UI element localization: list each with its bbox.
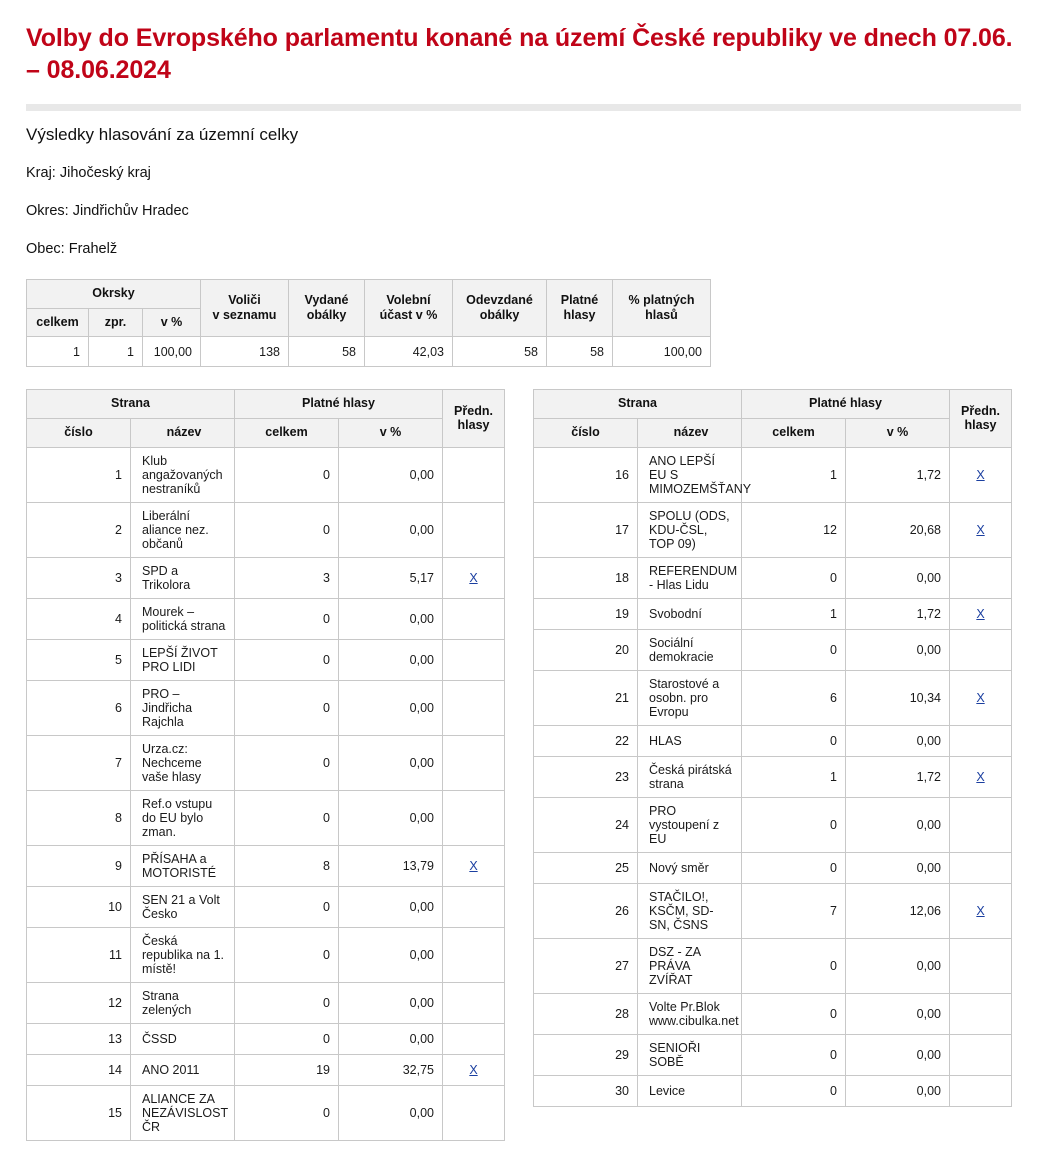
results-subtitle: Výsledky hlasování za územní celky — [26, 125, 299, 144]
preferential-votes-cell — [950, 993, 1012, 1034]
preferential-votes-cell[interactable] — [950, 756, 1012, 797]
table-row — [534, 1075, 1012, 1106]
table-row — [534, 883, 1012, 938]
party-name: Strana zelených — [131, 982, 235, 1023]
party-votes-total: 0 — [742, 557, 846, 598]
preferential-votes-cell — [443, 680, 505, 735]
preferential-votes-cell — [443, 639, 505, 680]
party-name: Sociální demokracie — [638, 629, 742, 670]
table-row — [27, 1085, 505, 1140]
party-number: 4 — [27, 598, 131, 639]
party-name: Svobodní — [638, 598, 742, 629]
party-left-header-predn — [443, 390, 505, 447]
header-divider — [26, 104, 1021, 111]
summary-header-vydane — [289, 280, 365, 337]
party-votes-total: 7 — [742, 883, 846, 938]
summary-header-odevzdane-line2: obálky — [479, 308, 520, 323]
party-name: Levice — [638, 1075, 742, 1106]
party-right-header-celkem: celkem — [742, 418, 846, 447]
table-row — [534, 797, 1012, 852]
party-number: 11 — [27, 927, 131, 982]
party-name: DSZ - ZA PRÁVA ZVÍŘAT — [638, 938, 742, 993]
party-votes-percent: 0,00 — [339, 790, 443, 845]
party-number: 28 — [534, 993, 638, 1034]
party-votes-total: 0 — [235, 680, 339, 735]
party-name: Nový směr — [638, 852, 742, 883]
preferential-votes-cell — [950, 938, 1012, 993]
preferential-votes-cell — [443, 1085, 505, 1140]
party-number: 18 — [534, 557, 638, 598]
preferential-votes-cell — [443, 502, 505, 557]
preferential-votes-link[interactable]: X — [976, 690, 985, 705]
summary-header-okrsky-zpr: zpr. — [89, 308, 143, 337]
party-votes-percent: 1,72 — [846, 756, 950, 797]
party-name: SPD a Trikolora — [131, 557, 235, 598]
summary-header-platnych-line1: % platných — [628, 293, 695, 308]
preferential-votes-cell[interactable] — [443, 557, 505, 598]
party-votes-percent: 0,00 — [339, 982, 443, 1023]
party-votes-percent: 0,00 — [339, 886, 443, 927]
party-name: Volte Pr.Blok www.cibulka.net — [638, 993, 742, 1034]
party-right-header-strana: Strana — [534, 390, 742, 419]
summary-header-platne — [547, 280, 613, 337]
table-row — [27, 735, 505, 790]
table-row — [27, 790, 505, 845]
party-right-body — [534, 447, 1012, 1106]
preferential-votes-cell[interactable] — [950, 502, 1012, 557]
summary-header-ucast-line2: účast v % — [379, 308, 438, 323]
party-votes-total: 8 — [235, 845, 339, 886]
preferential-votes-cell — [443, 598, 505, 639]
party-votes-percent: 0,00 — [846, 993, 950, 1034]
summary-header-vydane-line2: obálky — [306, 308, 347, 323]
preferential-votes-link[interactable]: X — [976, 467, 985, 482]
party-votes-percent: 1,72 — [846, 598, 950, 629]
preferential-votes-cell — [443, 790, 505, 845]
party-votes-percent: 0,00 — [846, 852, 950, 883]
party-number: 14 — [27, 1054, 131, 1085]
party-left-header-predn-line2: hlasy — [457, 418, 490, 433]
party-name: Česká pirátská strana — [638, 756, 742, 797]
party-name: SEN 21 a Volt Česko — [131, 886, 235, 927]
party-number: 19 — [534, 598, 638, 629]
party-number: 3 — [27, 557, 131, 598]
summary-okrsky-celkem: 1 — [27, 337, 89, 367]
party-results-table-left — [26, 389, 505, 1140]
party-votes-percent: 32,75 — [339, 1054, 443, 1085]
party-name: SENIOŘI SOBĚ — [638, 1034, 742, 1075]
region-line: Kraj: Jihočeský kraj — [26, 165, 151, 181]
party-name: REFERENDUM - Hlas Lidu — [638, 557, 742, 598]
table-row — [27, 598, 505, 639]
turnout-summary-table — [26, 279, 711, 367]
party-name: Liberální aliance nez. občanů — [131, 502, 235, 557]
table-row — [534, 725, 1012, 756]
table-row — [534, 670, 1012, 725]
party-right-header-platne-hlasy: Platné hlasy — [742, 390, 950, 419]
party-number: 30 — [534, 1075, 638, 1106]
preferential-votes-link[interactable]: X — [469, 1062, 478, 1077]
party-votes-percent: 0,00 — [339, 1085, 443, 1140]
party-votes-percent: 0,00 — [339, 1023, 443, 1054]
summary-header-volici-line2: v seznamu — [212, 308, 277, 323]
preferential-votes-cell[interactable] — [950, 447, 1012, 502]
party-right-header-cislo: číslo — [534, 418, 638, 447]
party-name: SPOLU (ODS, KDU-ČSL, TOP 09) — [638, 502, 742, 557]
summary-header-platnych-line2: hlasů — [645, 308, 678, 323]
party-votes-percent: 0,00 — [339, 680, 443, 735]
page-title: Volby do Evropského parlamentu konané na území České republiky ve dnech 07.06. – 08.06.2024 — [26, 24, 1013, 84]
party-name: Klub angažovaných nestraníků — [131, 447, 235, 502]
party-results-container — [26, 389, 1021, 1140]
summary-header-okrsky: Okrsky — [27, 280, 201, 309]
party-number: 15 — [27, 1085, 131, 1140]
party-votes-percent: 0,00 — [846, 1075, 950, 1106]
table-row — [534, 756, 1012, 797]
party-right-header-row-2 — [534, 418, 1012, 447]
preferential-votes-cell[interactable] — [950, 670, 1012, 725]
summary-platnych-proc: 100,00 — [613, 337, 711, 367]
preferential-votes-link[interactable]: X — [976, 522, 985, 537]
party-votes-total: 0 — [235, 502, 339, 557]
table-row — [27, 886, 505, 927]
party-votes-total: 0 — [235, 982, 339, 1023]
party-votes-percent: 12,06 — [846, 883, 950, 938]
party-number: 29 — [534, 1034, 638, 1075]
table-row — [534, 502, 1012, 557]
party-number: 9 — [27, 845, 131, 886]
summary-header-platne-line1: Platné — [560, 293, 599, 308]
preferential-votes-cell — [950, 1034, 1012, 1075]
party-number: 27 — [534, 938, 638, 993]
table-row — [534, 447, 1012, 502]
party-left-header-cislo: číslo — [27, 418, 131, 447]
preferential-votes-cell — [443, 735, 505, 790]
table-row — [534, 629, 1012, 670]
party-votes-total: 1 — [742, 598, 846, 629]
party-left-header-celkem: celkem — [235, 418, 339, 447]
summary-header-okrsky-proc: v % — [143, 308, 201, 337]
party-number: 7 — [27, 735, 131, 790]
summary-okrsky-zpr: 1 — [89, 337, 143, 367]
party-name: Česká republika na 1. místě! — [131, 927, 235, 982]
table-row — [27, 1023, 505, 1054]
party-name: Ref.o vstupu do EU bylo zman. — [131, 790, 235, 845]
table-row — [534, 993, 1012, 1034]
party-votes-percent: 0,00 — [846, 629, 950, 670]
preferential-votes-cell[interactable] — [950, 883, 1012, 938]
party-votes-total: 0 — [235, 927, 339, 982]
party-number: 26 — [534, 883, 638, 938]
party-votes-total: 19 — [235, 1054, 339, 1085]
preferential-votes-cell — [950, 725, 1012, 756]
party-votes-total: 0 — [235, 735, 339, 790]
summary-header-row-1 — [27, 280, 711, 309]
party-number: 24 — [534, 797, 638, 852]
party-left-header-predn-line1: Předn. — [454, 403, 493, 418]
party-left-header-row-2 — [27, 418, 505, 447]
summary-platne-hlasy: 58 — [547, 337, 613, 367]
municipality-line: Obec: Frahelž — [26, 241, 118, 257]
preferential-votes-link[interactable]: X — [469, 570, 478, 585]
preferential-votes-link[interactable]: X — [469, 858, 478, 873]
preferential-votes-cell — [443, 886, 505, 927]
party-right-header-predn-line1: Předn. — [961, 403, 1000, 418]
preferential-votes-link[interactable]: X — [976, 769, 985, 784]
summary-header-volici-line1: Voliči — [228, 293, 261, 308]
party-votes-percent: 20,68 — [846, 502, 950, 557]
party-number: 8 — [27, 790, 131, 845]
table-row — [27, 557, 505, 598]
party-votes-total: 0 — [235, 639, 339, 680]
party-number: 17 — [534, 502, 638, 557]
table-row — [27, 982, 505, 1023]
party-votes-total: 0 — [235, 1023, 339, 1054]
party-number: 1 — [27, 447, 131, 502]
party-votes-percent: 0,00 — [339, 598, 443, 639]
party-name: Mourek – politická strana — [131, 598, 235, 639]
table-row — [27, 1054, 505, 1085]
preferential-votes-link[interactable]: X — [976, 606, 985, 621]
preferential-votes-cell[interactable] — [950, 598, 1012, 629]
party-votes-total: 0 — [742, 725, 846, 756]
party-left-header-nazev: název — [131, 418, 235, 447]
table-row — [534, 938, 1012, 993]
party-votes-percent: 0,00 — [846, 1034, 950, 1075]
party-votes-total: 0 — [235, 598, 339, 639]
summary-header-ucast-line1: Volební — [386, 293, 431, 308]
party-name: LEPŠÍ ŽIVOT PRO LIDI — [131, 639, 235, 680]
party-number: 2 — [27, 502, 131, 557]
preferential-votes-cell — [950, 797, 1012, 852]
summary-ucast: 42,03 — [365, 337, 453, 367]
party-left-body — [27, 447, 505, 1140]
preferential-votes-cell — [950, 629, 1012, 670]
party-votes-total: 0 — [742, 852, 846, 883]
party-votes-percent: 0,00 — [846, 725, 950, 756]
party-votes-total: 0 — [235, 1085, 339, 1140]
party-name: Starostové a osobn. pro Evropu — [638, 670, 742, 725]
party-votes-total: 0 — [742, 1034, 846, 1075]
party-name: ALIANCE ZA NEZÁVISLOST ČR — [131, 1085, 235, 1140]
party-number: 23 — [534, 756, 638, 797]
summary-header-platne-line2: hlasy — [563, 308, 596, 323]
preferential-votes-cell — [950, 1075, 1012, 1106]
party-votes-percent: 13,79 — [339, 845, 443, 886]
party-votes-percent: 0,00 — [846, 938, 950, 993]
party-votes-total: 1 — [742, 447, 846, 502]
party-number: 25 — [534, 852, 638, 883]
party-votes-total: 0 — [235, 447, 339, 502]
party-number: 22 — [534, 725, 638, 756]
summary-header-platnych-proc — [613, 280, 711, 337]
preferential-votes-cell — [443, 1023, 505, 1054]
party-name: ANO LEPŠÍ EU S MIMOZEMŠŤANY — [638, 447, 742, 502]
table-row — [27, 447, 505, 502]
party-votes-total: 12 — [742, 502, 846, 557]
party-number: 13 — [27, 1023, 131, 1054]
summary-header-odevzdane — [453, 280, 547, 337]
party-votes-percent: 0,00 — [339, 447, 443, 502]
summary-header-odevzdane-line1: Odevzdané — [466, 293, 533, 308]
party-right-header-row-1 — [534, 390, 1012, 419]
party-number: 20 — [534, 629, 638, 670]
table-row — [27, 639, 505, 680]
table-row — [534, 852, 1012, 883]
table-row — [27, 502, 505, 557]
table-row — [27, 680, 505, 735]
party-name: PRO vystoupení z EU — [638, 797, 742, 852]
table-row — [534, 557, 1012, 598]
party-name: HLAS — [638, 725, 742, 756]
party-name: STAČILO!, KSČM, SD-SN, ČSNS — [638, 883, 742, 938]
party-votes-total: 0 — [235, 790, 339, 845]
district-line: Okres: Jindřichův Hradec — [26, 203, 189, 219]
summary-header-okrsky-celkem: celkem — [27, 308, 89, 337]
preferential-votes-link[interactable]: X — [976, 903, 985, 918]
party-votes-total: 0 — [235, 886, 339, 927]
party-votes-total: 0 — [742, 1075, 846, 1106]
party-results-table-right — [533, 389, 1012, 1106]
table-row — [27, 845, 505, 886]
party-votes-percent: 0,00 — [339, 639, 443, 680]
summary-header-ucast — [365, 280, 453, 337]
summary-odevzdane-obalky: 58 — [453, 337, 547, 367]
party-name: ANO 2011 — [131, 1054, 235, 1085]
preferential-votes-cell — [443, 982, 505, 1023]
table-row — [534, 598, 1012, 629]
party-votes-total: 0 — [742, 938, 846, 993]
party-right-header-proc: v % — [846, 418, 950, 447]
party-left-header-platne-hlasy: Platné hlasy — [235, 390, 443, 419]
party-name: Urza.cz: Nechceme vaše hlasy — [131, 735, 235, 790]
summary-header-volici — [201, 280, 289, 337]
party-number: 5 — [27, 639, 131, 680]
preferential-votes-cell[interactable] — [443, 1054, 505, 1085]
party-votes-total: 3 — [235, 557, 339, 598]
party-votes-percent: 5,17 — [339, 557, 443, 598]
party-votes-percent: 0,00 — [339, 502, 443, 557]
summary-okrsky-proc: 100,00 — [143, 337, 201, 367]
party-name: ČSSD — [131, 1023, 235, 1054]
party-number: 10 — [27, 886, 131, 927]
party-votes-percent: 0,00 — [339, 927, 443, 982]
summary-volici: 138 — [201, 337, 289, 367]
summary-header-vydane-line1: Vydané — [304, 293, 349, 308]
party-votes-total: 0 — [742, 629, 846, 670]
party-right-header-predn-line2: hlasy — [964, 418, 997, 433]
party-votes-percent: 0,00 — [846, 797, 950, 852]
party-votes-percent: 1,72 — [846, 447, 950, 502]
preferential-votes-cell[interactable] — [443, 845, 505, 886]
party-votes-percent: 0,00 — [846, 557, 950, 598]
party-votes-percent: 10,34 — [846, 670, 950, 725]
preferential-votes-cell — [950, 852, 1012, 883]
party-votes-percent: 0,00 — [339, 735, 443, 790]
party-votes-total: 1 — [742, 756, 846, 797]
party-number: 12 — [27, 982, 131, 1023]
party-right-header-predn — [950, 390, 1012, 447]
party-left-header-row-1 — [27, 390, 505, 419]
party-number: 16 — [534, 447, 638, 502]
table-row — [534, 1034, 1012, 1075]
party-number: 21 — [534, 670, 638, 725]
party-number: 6 — [27, 680, 131, 735]
party-votes-total: 0 — [742, 797, 846, 852]
party-name: PRO – Jindřicha Rajchla — [131, 680, 235, 735]
party-left-header-strana: Strana — [27, 390, 235, 419]
party-votes-total: 6 — [742, 670, 846, 725]
party-name: PŘÍSAHA a MOTORISTÉ — [131, 845, 235, 886]
summary-data-row — [27, 337, 711, 367]
summary-vydane-obalky: 58 — [289, 337, 365, 367]
party-votes-total: 0 — [742, 993, 846, 1034]
preferential-votes-cell — [950, 557, 1012, 598]
party-right-header-nazev: název — [638, 418, 742, 447]
preferential-votes-cell — [443, 447, 505, 502]
party-left-header-proc: v % — [339, 418, 443, 447]
